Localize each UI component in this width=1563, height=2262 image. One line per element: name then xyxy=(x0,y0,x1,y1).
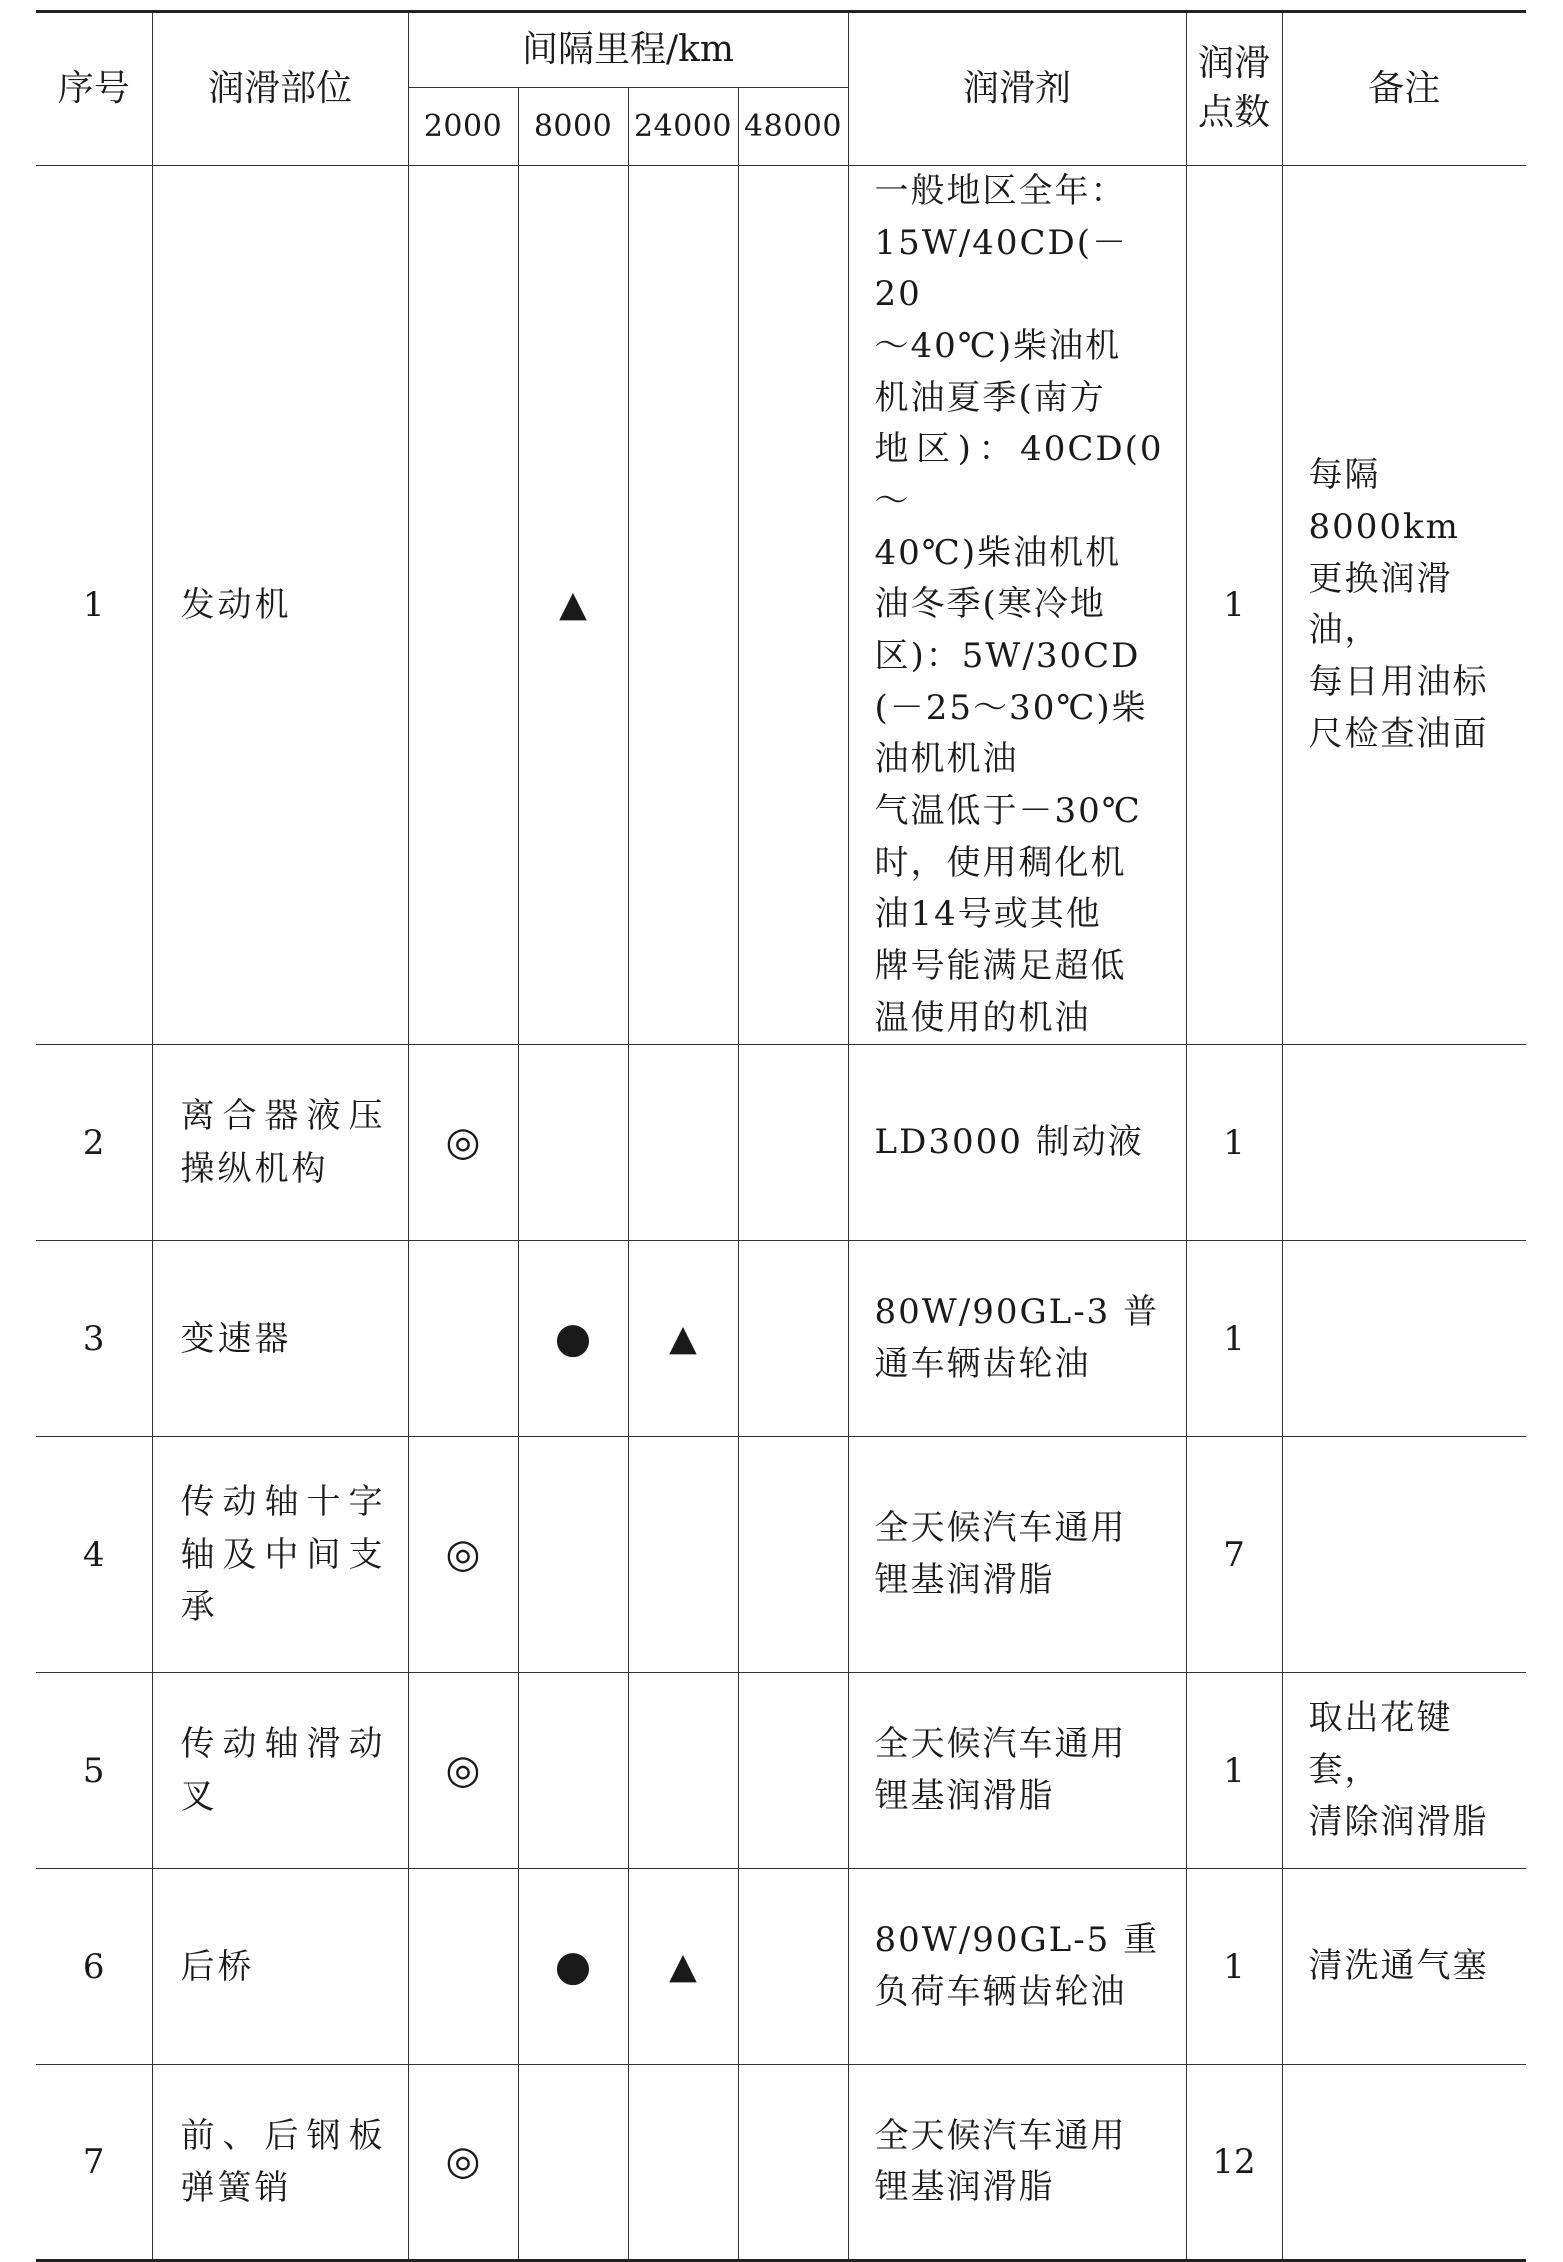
cell-lubricant xyxy=(848,1045,1186,1241)
cell-part: 后桥 xyxy=(152,1869,408,2065)
cell-part: 传动轴滑动叉 xyxy=(152,1673,408,1869)
cell-lubricant xyxy=(848,2065,1186,2261)
header-distance-8000: 8000 xyxy=(518,88,628,166)
cell-interval-mark xyxy=(738,166,848,1045)
lubricant-line: 机油夏季(南方 xyxy=(874,377,1106,418)
cell-note xyxy=(1282,2065,1526,2261)
table-row xyxy=(36,1673,1526,1869)
cell-interval-mark xyxy=(628,1869,738,2065)
note-line: 更换润滑油， xyxy=(1308,558,1453,651)
grease-double-circle-icon: ◎ xyxy=(445,1530,481,1577)
cell-lubricant xyxy=(848,1241,1186,1437)
lubricant-line: 锂基润滑脂 xyxy=(874,2167,1055,2208)
cell-lubricant xyxy=(848,166,1186,1045)
cell-points: 1 xyxy=(1186,1241,1282,1437)
cell-interval-mark xyxy=(518,166,628,1045)
header-distance-24000: 24000 xyxy=(628,88,738,166)
cell-interval-mark xyxy=(408,1869,518,2065)
cell-points: 1 xyxy=(1186,1045,1282,1241)
cell-points: 12 xyxy=(1186,2065,1282,2261)
lubrication-table xyxy=(36,10,1526,2262)
cell-points: 7 xyxy=(1186,1437,1282,1673)
lubricant-line: 80W/90GL-5 重 xyxy=(874,1920,1160,1961)
lubricant-line: (－25～30℃)柴 xyxy=(874,687,1148,728)
lubricant-line: 全天候汽车通用 xyxy=(874,1508,1127,1549)
note-line: 尺检查油面 xyxy=(1308,713,1489,754)
cell-interval-mark xyxy=(738,2065,848,2261)
cell-interval-mark xyxy=(518,1045,628,1241)
header-part: 润滑部位 xyxy=(152,12,408,166)
lubricant-line: 全天候汽车通用 xyxy=(874,1724,1127,1765)
cell-note xyxy=(1282,1673,1526,1869)
table-row xyxy=(36,1869,1526,2065)
header-points-label: 润滑点数 xyxy=(1198,43,1271,133)
cell-interval-mark xyxy=(738,1673,848,1869)
cell-interval-mark xyxy=(628,166,738,1045)
cell-interval-mark xyxy=(628,2065,738,2261)
header-points xyxy=(1186,12,1282,166)
lubricant-line: 15W/40CD(－20 xyxy=(874,222,1128,315)
cell-interval-mark xyxy=(518,1241,628,1437)
cell-points: 1 xyxy=(1186,166,1282,1045)
lubricant-line: 油冬季(寒冷地 xyxy=(874,584,1106,625)
lubricant-line: ～40℃)柴油机 xyxy=(874,326,1122,367)
table-row xyxy=(36,1437,1526,1673)
lubricant-line: 牌号能满足超低 xyxy=(874,946,1127,987)
grease-double-circle-icon: ◎ xyxy=(445,2138,481,2185)
cell-note xyxy=(1282,1045,1526,1241)
cell-interval-mark xyxy=(408,1241,518,1437)
lubricant-line: 油机机油 xyxy=(874,739,1019,780)
cell-seq: 3 xyxy=(36,1241,152,1437)
cell-note xyxy=(1282,1437,1526,1673)
lubricant-line: LD3000 制动液 xyxy=(874,1122,1144,1163)
check-dot-icon: ● xyxy=(554,1940,592,1990)
lubricant-line: 时，使用稠化机 xyxy=(874,842,1127,883)
cell-interval-mark xyxy=(628,1437,738,1673)
cell-interval-mark xyxy=(518,1437,628,1673)
header-distance-2000: 2000 xyxy=(408,88,518,166)
cell-part: 发动机 xyxy=(152,166,408,1045)
cell-lubricant xyxy=(848,1673,1186,1869)
cell-interval-mark xyxy=(408,1673,518,1869)
lubricant-line: 区)：5W/30CD xyxy=(874,636,1141,677)
replace-triangle-icon: ▲ xyxy=(559,584,587,626)
cell-lubricant xyxy=(848,1869,1186,2065)
cell-seq: 5 xyxy=(36,1673,152,1869)
note-line: 每日用油标 xyxy=(1308,661,1489,702)
header-note: 备注 xyxy=(1282,12,1526,166)
grease-double-circle-icon: ◎ xyxy=(445,1746,481,1793)
table-header xyxy=(36,12,1526,166)
cell-part: 变速器 xyxy=(152,1241,408,1437)
header-interval: 间隔里程/km xyxy=(408,12,848,88)
cell-part: 传动轴十字轴及中间支承 xyxy=(152,1437,408,1673)
cell-interval-mark xyxy=(738,1437,848,1673)
lubricant-line: 地区)：40CD(0～ xyxy=(874,429,1164,522)
cell-lubricant xyxy=(848,1437,1186,1673)
table-row xyxy=(36,1241,1526,1437)
note-line: 每隔 8000km xyxy=(1308,455,1460,547)
note-line: 清除润滑脂 xyxy=(1308,1801,1489,1842)
lubricant-line: 一般地区全年： xyxy=(874,171,1127,211)
cell-points: 1 xyxy=(1186,1673,1282,1869)
lubrication-schedule-document xyxy=(36,10,1526,2262)
cell-seq: 2 xyxy=(36,1045,152,1241)
cell-interval-mark xyxy=(628,1241,738,1437)
cell-interval-mark xyxy=(408,2065,518,2261)
table-row xyxy=(36,1045,1526,1241)
grease-double-circle-icon: ◎ xyxy=(445,1118,481,1165)
lubricant-line: 温使用的机油 xyxy=(874,997,1091,1038)
lubricant-line: 锂基润滑脂 xyxy=(874,1775,1055,1816)
cell-points: 1 xyxy=(1186,1869,1282,2065)
lubricant-line: 油14号或其他 xyxy=(874,894,1102,935)
cell-seq: 7 xyxy=(36,2065,152,2261)
header-seq: 序号 xyxy=(36,12,152,166)
table-body xyxy=(36,166,1526,2261)
lubricant-line: 负荷车辆齿轮油 xyxy=(874,1971,1127,2012)
cell-seq: 4 xyxy=(36,1437,152,1673)
header-distance-48000: 48000 xyxy=(738,88,848,166)
header-lubricant: 润滑剂 xyxy=(848,12,1186,166)
lubricant-line: 气温低于－30℃ xyxy=(874,791,1142,832)
cell-interval-mark xyxy=(738,1045,848,1241)
cell-seq: 1 xyxy=(36,166,152,1045)
check-dot-icon: ● xyxy=(554,1312,592,1362)
cell-part: 离合器液压操纵机构 xyxy=(152,1045,408,1241)
replace-triangle-icon: ▲ xyxy=(669,1945,697,1987)
table-row xyxy=(36,166,1526,1045)
cell-interval-mark xyxy=(518,1673,628,1869)
lubricant-line: 全天候汽车通用 xyxy=(874,2115,1127,2156)
lubricant-line: 80W/90GL-3 普 xyxy=(874,1292,1160,1333)
cell-seq: 6 xyxy=(36,1869,152,2065)
cell-interval-mark xyxy=(408,1045,518,1241)
cell-interval-mark xyxy=(408,166,518,1045)
note-line: 清洗通气塞 xyxy=(1308,1946,1489,1987)
replace-triangle-icon: ▲ xyxy=(669,1317,697,1359)
cell-interval-mark xyxy=(518,2065,628,2261)
table-row xyxy=(36,2065,1526,2261)
cell-interval-mark xyxy=(628,1673,738,1869)
cell-note xyxy=(1282,1241,1526,1437)
cell-part: 前、后钢板弹簧销 xyxy=(152,2065,408,2261)
cell-interval-mark xyxy=(738,1241,848,1437)
lubricant-line: 40℃)柴油机机 xyxy=(874,532,1122,573)
lubricant-line: 锂基润滑脂 xyxy=(874,1559,1055,1600)
cell-note xyxy=(1282,1869,1526,2065)
lubricant-line: 通车辆齿轮油 xyxy=(874,1343,1091,1384)
cell-note xyxy=(1282,166,1526,1045)
cell-interval-mark xyxy=(738,1869,848,2065)
cell-interval-mark xyxy=(408,1437,518,1673)
note-line: 取出花键套， xyxy=(1308,1698,1453,1791)
cell-interval-mark xyxy=(518,1869,628,2065)
cell-interval-mark xyxy=(628,1045,738,1241)
